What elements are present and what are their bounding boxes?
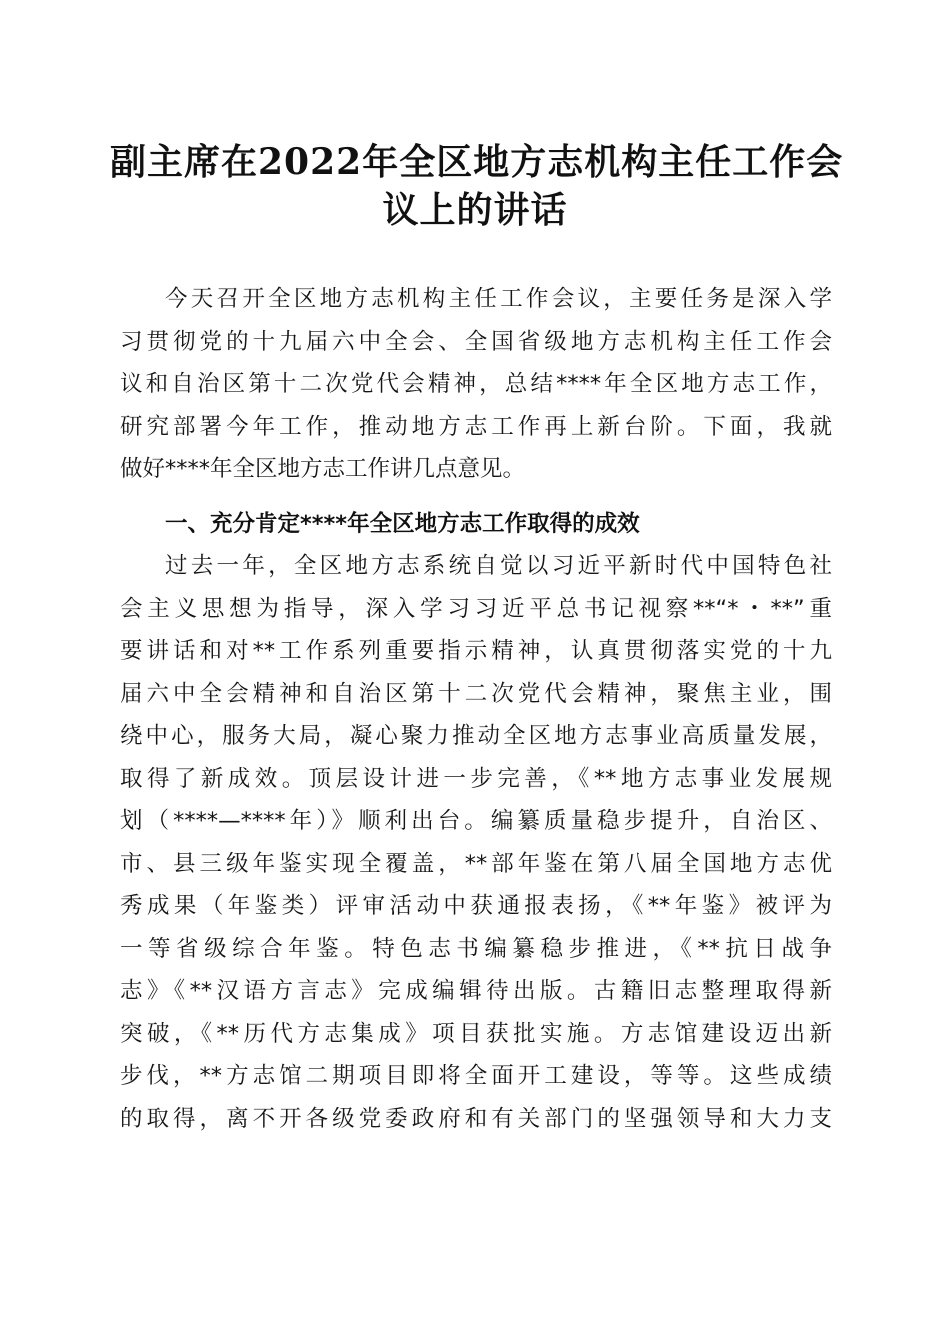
paragraph-line: 议和自治区第十二次党代会精神，总结****年全区地方志工作， <box>120 371 832 397</box>
paragraph-line: 过去一年，全区地方志系统自觉以习近平新时代中国特色社 <box>165 553 832 579</box>
intro-paragraph <box>120 278 832 491</box>
paragraph-line: 届六中全会精神和自治区第十二次党代会精神，聚焦主业，围 <box>120 680 832 707</box>
paragraph-line: 的取得，离不开各级党委政府和有关部门的坚强领导和大力支 <box>120 1105 832 1132</box>
paragraph-line: 秀成果（年鉴类）评审活动中获通报表扬，《**年鉴》被评为 <box>120 893 832 919</box>
paragraph-line: 划（****—****年）》顺利出台。编纂质量稳步提升，自治区、 <box>120 808 832 834</box>
paragraph-line: 会主义思想为指导，深入学习习近平总书记视察**“*・**”重 <box>120 595 832 622</box>
document-title <box>110 138 844 234</box>
section-heading: 一、充分肯定****年全区地方志工作取得的成效 <box>165 511 640 537</box>
title-line-1: 副主席在2022年全区地方志机构主任工作会 <box>110 141 844 183</box>
paragraph-line: 绕中心，服务大局，凝心聚力推动全区地方志事业高质量发展， <box>120 723 832 749</box>
paragraph-line: 今天召开全区地方志机构主任工作会议，主要任务是深入学 <box>165 286 832 312</box>
paragraph-line: 突破，《**历代方志集成》项目获批实施。方志馆建设迈出新 <box>120 1020 832 1047</box>
paragraph-line: 研究部署今年工作，推动地方志工作再上新台阶。下面，我就 <box>120 413 832 440</box>
paragraph-line: 步伐，**方志馆二期项目即将全面开工建设，等等。这些成绩 <box>120 1063 832 1089</box>
title-line-2: 议上的讲话 <box>382 189 568 231</box>
body-paragraph <box>120 545 832 1140</box>
paragraph-line: 习贯彻党的十九届六中全会、全国省级地方志机构主任工作会 <box>120 328 832 355</box>
paragraph-line: 一等省级综合年鉴。特色志书编纂稳步推进，《**抗日战争 <box>120 935 832 962</box>
paragraph-line: 志》《**汉语方言志》完成编辑待出版。古籍旧志整理取得新 <box>120 978 832 1004</box>
paragraph-line: 市、县三级年鉴实现全覆盖，**部年鉴在第八届全国地方志优 <box>120 850 832 877</box>
paragraph-line: 做好****年全区地方志工作讲几点意见。 <box>120 456 526 482</box>
paragraph-line: 取得了新成效。顶层设计进一步完善，《**地方志事业发展规 <box>120 765 832 792</box>
paragraph-line: 要讲话和对**工作系列重要指示精神，认真贯彻落实党的十九 <box>120 638 832 664</box>
